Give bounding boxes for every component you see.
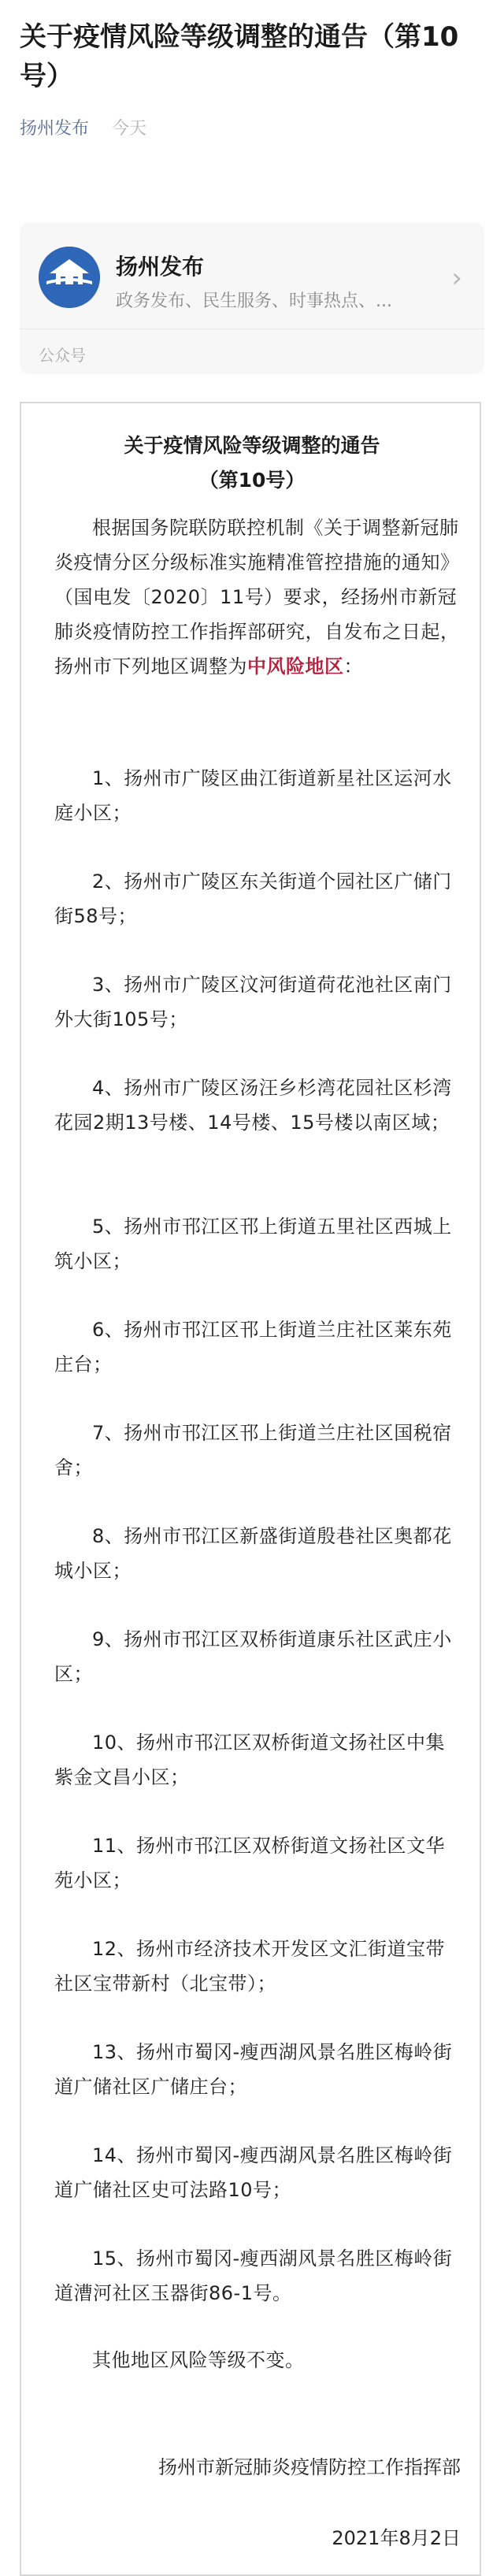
notice-date: 2021年8月2日 xyxy=(332,2527,461,2549)
notice-item: 13、扬州市蜀冈-瘦西湖风景名胜区梅岭街道广储社区广储庄台； xyxy=(54,2041,453,2098)
notice-item: 8、扬州市邗江区新盛街道殷巷社区奥都花城小区； xyxy=(54,1525,452,1582)
account-type: 公众号 xyxy=(39,346,86,365)
notice-item: 2、扬州市广陵区东关街道个园社区广储门街58号； xyxy=(54,870,452,927)
account-name: 扬州发布 xyxy=(116,254,205,280)
account-description: 政务发布、民生服务、时事热点、... xyxy=(116,291,392,311)
account-card[interactable] xyxy=(20,223,484,374)
notice-item: 9、扬州市邗江区双桥街道康乐社区武庄小区； xyxy=(54,1628,452,1685)
notice-signature: 扬州市新冠肺炎疫情防控工作指挥部 xyxy=(158,2456,461,2478)
intro-end: ： xyxy=(343,655,363,677)
notice-item: 4、扬州市广陵区汤汪乡杉湾花园社区杉湾花园2期13号楼、14号楼、15号楼以南区域； xyxy=(54,1077,452,1134)
notice-box xyxy=(20,402,481,2576)
intro-text: 根据国务院联防联控机制《关于调整新冠肺炎疫情分区分级标准实施精准管控措施的通知》（国电发〔2020〕11号）要求，经扬州市新冠肺炎疫情防控工作指挥部研究，自发布之日起，扬州市下列地区调整为 xyxy=(54,517,460,677)
article-meta xyxy=(20,115,146,139)
notice-item: 1、扬州市广陵区曲江街道新星社区运河水庭小区； xyxy=(54,767,452,824)
notice-item: 7、扬州市邗江区邗上街道兰庄社区国税宿舍； xyxy=(54,1422,452,1479)
publish-time: 今天 xyxy=(112,119,147,139)
notice-item: 3、扬州市广陵区汶河街道荷花池社区南门外大街105号； xyxy=(54,974,452,1030)
divider xyxy=(20,328,484,329)
notice-intro xyxy=(54,510,464,684)
author-link[interactable]: 扬州发布 xyxy=(20,119,90,139)
notice-item: 6、扬州市邗江区邗上街道兰庄社区莱东苑庄台； xyxy=(54,1319,452,1375)
chevron-right-icon[interactable]: › xyxy=(451,262,462,294)
article-title: 关于疫情风险等级调整的通告（第10号） xyxy=(20,21,459,92)
account-logo xyxy=(39,247,100,308)
notice-item: 10、扬州市邗江区双桥街道文扬社区中集紫金文昌小区； xyxy=(54,1732,446,1788)
notice-item: 11、扬州市邗江区双桥街道文扬社区文华苑小区； xyxy=(54,1835,446,1891)
notice-item: 14、扬州市蜀冈-瘦西湖风景名胜区梅岭街道广储社区史可法路10号； xyxy=(54,2144,453,2201)
notice-title-line2: （第10号） xyxy=(198,469,306,492)
notice-closing: 其他地区风险等级不变。 xyxy=(92,2349,305,2371)
notice-item: 15、扬州市蜀冈-瘦西湖风景名胜区梅岭街道漕河社区玉器街86-1号。 xyxy=(54,2248,453,2304)
notice-title-line1: 关于疫情风险等级调整的通告 xyxy=(124,434,380,457)
intro-highlight: 中风险地区 xyxy=(247,655,344,677)
notice-item: 12、扬州市经济技术开发区文汇街道宝带社区宝带新村（北宝带）； xyxy=(54,1938,446,1995)
notice-item: 5、扬州市邗江区邗上街道五里社区西城上筑小区； xyxy=(54,1216,452,1272)
